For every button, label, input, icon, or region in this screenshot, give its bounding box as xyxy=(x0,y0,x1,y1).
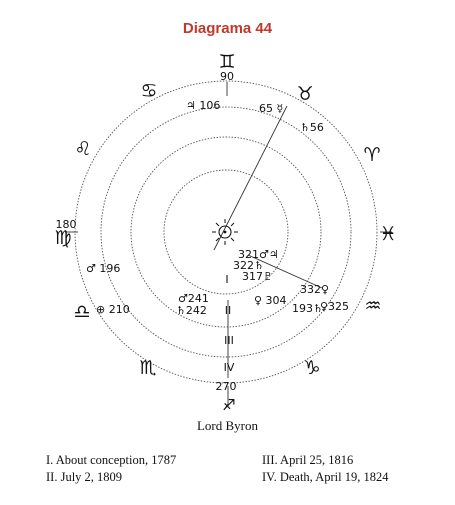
aries-icon: ♈ xyxy=(363,144,381,166)
legend-item-1: I. About conception, 1787 xyxy=(46,453,177,467)
ring-label-4: IV xyxy=(223,361,235,374)
point-mars-196: ♂ 196 xyxy=(86,262,121,275)
point-group-322: 322♄ xyxy=(233,259,264,272)
capricorn-icon: ♑ xyxy=(303,357,321,379)
diagram-title: Diagrama 44 xyxy=(182,20,273,37)
ring-label-2: II xyxy=(224,304,232,317)
point-saturn-193: 193♄ xyxy=(292,302,323,315)
virgo-icon: ♍ xyxy=(54,227,72,249)
axis-line-upper xyxy=(214,106,287,250)
legend-right xyxy=(262,452,389,486)
gemini-icon: ♊ xyxy=(218,51,236,73)
taurus-icon: ♉ xyxy=(296,83,314,105)
scorpio-icon: ♏ xyxy=(139,357,157,379)
legend-item-3: III. April 25, 1816 xyxy=(262,453,354,467)
point-group-317: 317♇ xyxy=(242,270,273,283)
point-saturn-56: ♄56 xyxy=(300,121,324,134)
point-earth-210: ⊕ 210 xyxy=(96,303,130,316)
point-venus-332: 332♀ xyxy=(300,283,330,296)
legend-item-2: II. July 2, 1809 xyxy=(46,470,123,484)
point-group-321: 321♂♃ xyxy=(238,248,279,261)
libra-icon: ♎ xyxy=(73,301,91,323)
point-jupiter-106: ♃ 106 xyxy=(186,99,221,112)
sagittarius-icon: ♐ xyxy=(222,396,236,414)
sun-icon xyxy=(212,219,238,245)
legend-left xyxy=(46,452,176,486)
ring-label-1: I xyxy=(225,273,229,286)
leo-icon: ♌ xyxy=(74,138,92,160)
degree-top: 90 xyxy=(220,70,234,83)
cancer-icon: ♋ xyxy=(140,80,158,102)
ring-label-3: III xyxy=(224,334,234,347)
legend-item-4: IV. Death, April 19, 1824 xyxy=(262,470,389,484)
point-mars-241: ♂241 xyxy=(178,292,209,305)
point-venus-325: ♀325 xyxy=(320,300,350,313)
degree-bottom: 270 xyxy=(215,380,237,393)
point-venus-304: ♀ 304 xyxy=(254,294,287,307)
point-mercury-65: 65 ☿ xyxy=(259,102,284,115)
aquarius-icon: ♒ xyxy=(364,295,382,317)
point-saturn-242: ♄242 xyxy=(176,304,207,317)
pisces-icon: ♓ xyxy=(379,223,397,245)
degree-left: 180 xyxy=(55,218,77,231)
chart-caption: Lord Byron xyxy=(196,418,259,433)
